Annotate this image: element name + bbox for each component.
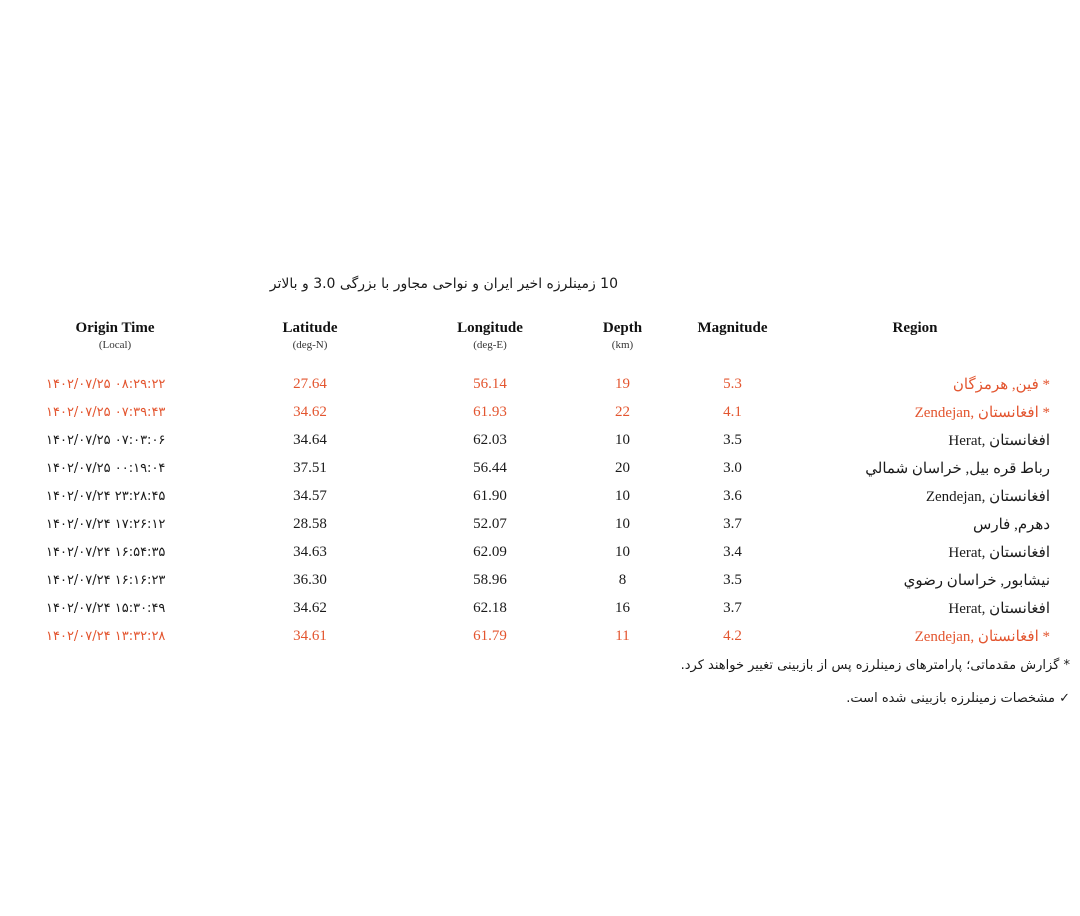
depth-cell: 8: [618, 571, 627, 588]
latitude-cell: 36.30: [293, 571, 327, 588]
longitude-cell: 61.93: [473, 403, 507, 420]
longitude-cell: 56.14: [473, 375, 507, 392]
region-text: * افغانستان ,Zendejan: [914, 404, 1050, 421]
magnitude-cell: 3.7: [723, 599, 742, 616]
region-cell: [780, 538, 1050, 566]
depth-cell: 10: [615, 487, 630, 504]
depth-cell: 10: [615, 543, 630, 560]
earthquake-table: [30, 316, 1050, 650]
table-row: [30, 454, 1050, 482]
longitude-cell: 62.09: [473, 543, 507, 560]
col-header-region: Region: [892, 320, 938, 336]
table-row: [30, 482, 1050, 510]
table-row: [30, 538, 1050, 566]
origin-time-cell: ۱۴۰۲/۰۷/۲۵ ۰۰:۱۹:۰۴: [46, 460, 166, 476]
depth-cell: 10: [615, 431, 630, 448]
table-row: [30, 398, 1050, 426]
col-header-origin-time: Origin Time (Local): [75, 320, 155, 351]
latitude-cell: 34.61: [293, 627, 327, 644]
table-row: [30, 566, 1050, 594]
table-row: [30, 370, 1050, 398]
table-header-row: [30, 316, 1050, 370]
region-cell: [780, 566, 1050, 594]
origin-time-cell: ۱۴۰۲/۰۷/۲۴ ۱۷:۲۶:۱۲: [46, 516, 166, 532]
depth-cell: 19: [615, 375, 630, 392]
latitude-cell: 27.64: [293, 375, 327, 392]
latitude-cell: 37.51: [293, 459, 327, 476]
origin-time-cell: ۱۴۰۲/۰۷/۲۴ ۲۳:۲۸:۴۵: [46, 488, 166, 504]
col-header-latitude: Latitude (deg-N): [282, 320, 338, 351]
longitude-cell: 62.18: [473, 599, 507, 616]
longitude-cell: 62.03: [473, 431, 507, 448]
table-row: [30, 622, 1050, 650]
magnitude-cell: 3.6: [723, 487, 742, 504]
origin-time-cell: ۱۴۰۲/۰۷/۲۵ ۰۷:۳۹:۴۳: [46, 404, 166, 420]
col-header-depth: Depth (km): [602, 320, 643, 351]
depth-cell: 22: [615, 403, 630, 420]
longitude-cell: 61.79: [473, 627, 507, 644]
longitude-cell: 52.07: [473, 515, 507, 532]
latitude-cell: 34.57: [293, 487, 327, 504]
region-cell: [780, 594, 1050, 622]
region-text: افغانستان ,Herat: [948, 544, 1050, 561]
origin-time-cell: ۱۴۰۲/۰۷/۲۵ ۰۷:۰۳:۰۶: [46, 432, 166, 448]
magnitude-cell: 3.5: [723, 571, 742, 588]
magnitude-cell: 3.4: [723, 543, 742, 560]
table-row: [30, 510, 1050, 538]
region-text: نيشابور, خراسان رضوي: [903, 572, 1050, 589]
depth-cell: 10: [615, 515, 630, 532]
origin-time-cell: ۱۴۰۲/۰۷/۲۴ ۱۶:۵۴:۳۵: [46, 544, 166, 560]
magnitude-cell: 3.0: [723, 459, 742, 476]
longitude-cell: 56.44: [473, 459, 507, 476]
region-text: رباط قره بيل, خراسان شمالي: [865, 460, 1050, 477]
table-row: [30, 594, 1050, 622]
region-cell: [780, 398, 1050, 426]
magnitude-cell: 4.1: [723, 403, 742, 420]
magnitude-cell: 3.7: [723, 515, 742, 532]
region-text: افغانستان ,Herat: [948, 432, 1050, 449]
region-text: افغانستان ,Zendejan: [925, 488, 1050, 505]
table-body: [30, 370, 1050, 650]
origin-time-cell: ۱۴۰۲/۰۷/۲۴ ۱۶:۱۶:۲۳: [46, 572, 166, 588]
depth-cell: 11: [615, 627, 630, 644]
region-cell: [780, 370, 1050, 398]
region-cell: [780, 454, 1050, 482]
magnitude-cell: 5.3: [723, 375, 742, 392]
longitude-cell: 58.96: [473, 571, 507, 588]
reviewed-note: ✓ مشخصات زمینلرزه بازبینی شده است.: [846, 691, 1070, 706]
table-row: [30, 426, 1050, 454]
origin-time-cell: ۱۴۰۲/۰۷/۲۴ ۱۵:۳۰:۴۹: [46, 600, 166, 616]
latitude-cell: 34.63: [293, 543, 327, 560]
region-cell: [780, 622, 1050, 650]
magnitude-cell: 3.5: [723, 431, 742, 448]
region-text: دهرم, فارس: [973, 516, 1050, 533]
latitude-cell: 34.62: [293, 599, 327, 616]
region-cell: [780, 510, 1050, 538]
magnitude-cell: 4.2: [723, 627, 742, 644]
col-header-magnitude: Magnitude: [697, 320, 768, 336]
col-header-longitude: Longitude (deg-E): [457, 320, 523, 351]
latitude-cell: 34.64: [293, 431, 327, 448]
origin-time-cell: ۱۴۰۲/۰۷/۲۴ ۱۳:۳۲:۲۸: [46, 628, 166, 644]
latitude-cell: 34.62: [293, 403, 327, 420]
region-text: * فین, هرمزگان: [952, 376, 1050, 393]
region-cell: [780, 426, 1050, 454]
region-text: * افغانستان ,Zendejan: [914, 628, 1050, 645]
origin-time-cell: ۱۴۰۲/۰۷/۲۵ ۰۸:۲۹:۲۲: [46, 376, 166, 392]
region-text: افغانستان ,Herat: [948, 600, 1050, 617]
depth-cell: 16: [615, 599, 630, 616]
preliminary-note: * گزارش مقدماتی؛ پارامترهای زمینلرزه پس از بازبینی تغییر خواهند کرد.: [680, 658, 1070, 673]
region-cell: [780, 482, 1050, 510]
longitude-cell: 61.90: [473, 487, 507, 504]
depth-cell: 20: [615, 459, 630, 476]
page-title: 10 زمینلرزه اخیر ایران و نواحی مجاور با بزرگی 3.0 و بالاتر: [269, 276, 618, 292]
latitude-cell: 28.58: [293, 515, 327, 532]
